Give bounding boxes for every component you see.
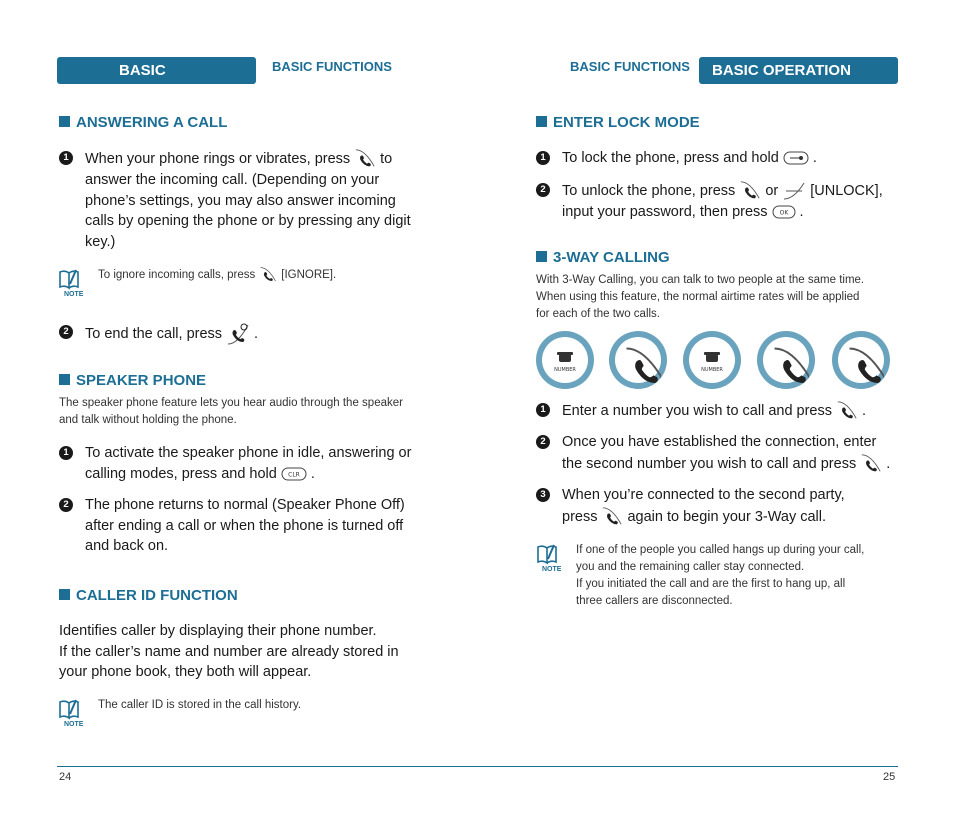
three-way-step-1: 1 Enter a number you wish to call and press . (536, 400, 906, 424)
step-number: 1 (59, 151, 73, 165)
square-bullet-icon (536, 251, 547, 262)
send-key-icon (615, 337, 661, 383)
number-key-icon (689, 337, 735, 383)
speaker-key-icon (281, 467, 307, 481)
send-key-circle (609, 331, 667, 389)
answering-step-2: 2 To end the call, press . (59, 322, 439, 346)
note-answering: To ignore incoming calls, press [IGNORE]. (98, 266, 336, 284)
lock-step-1: 1 To lock the phone, press and hold . (536, 148, 906, 172)
ok-key-icon (772, 205, 796, 219)
lock-step-2: 2 To unlock the phone, press or [UNLOCK], input your password, then press OK . (536, 180, 906, 224)
page-number-right: 25 (883, 771, 896, 783)
step-number: 2 (536, 435, 550, 449)
speaker-step-2: 2 The phone returns to normal (Speaker Phone Off) after ending a call or when the phone is turned off and back on. (59, 495, 439, 559)
step-number: 3 (536, 488, 550, 502)
note-label: NOTE (64, 291, 84, 298)
number-key-icon (542, 337, 588, 383)
svg-text:NUMBER: NUMBER (554, 367, 576, 373)
section-title-speaker: SPEAKER PHONE (59, 372, 206, 390)
svg-text:CLR: CLR (287, 471, 300, 479)
send-key-icon (259, 266, 277, 284)
number-key-circle (683, 331, 741, 389)
three-way-intro: With 3-Way Calling, you can talk to two people at the same time. When using this feature, the normal airtime rates will be applied for each of the two calls. (536, 274, 865, 320)
note-three-way: If one of the people you called hangs up during your call, you and the remaining caller stay connected. If you initiated the call and are the first to hang up, all three callers are disconnected. (576, 544, 865, 607)
header-pill-left: BASIC OPERATION (57, 57, 256, 84)
section-title-caller-id: CALLER ID FUNCTION (59, 587, 238, 605)
note-caller-id: The caller ID is stored in the call history. (98, 699, 302, 711)
lock-key-icon (783, 151, 809, 165)
section-title-three-way: 3-WAY CALLING (536, 249, 670, 267)
step-number: 1 (59, 446, 73, 460)
send-key-icon (601, 506, 623, 528)
step-number: 2 (59, 325, 73, 339)
three-way-step-2: 2 Once you have established the connection, enter the second number you wish to call and press . (536, 432, 906, 476)
step-number: 1 (536, 151, 550, 165)
section-title-answering: ANSWERING A CALL (59, 114, 227, 132)
send-key-icon (860, 453, 882, 475)
footer-rule-right (477, 766, 898, 767)
svg-text:NUMBER: NUMBER (701, 367, 723, 373)
end-key-icon (226, 322, 250, 346)
square-bullet-icon (536, 116, 547, 127)
send-key-icon (354, 148, 376, 170)
note-label: NOTE (64, 721, 84, 728)
square-bullet-icon (59, 116, 70, 127)
svg-text:OK: OK (779, 209, 788, 217)
softkey-icon (782, 181, 806, 201)
send-key-icon (838, 337, 884, 383)
step-number: 1 (536, 403, 550, 417)
speaker-step-1: 1 To activate the speaker phone in idle, answering or calling modes, press and hold CLR . (59, 443, 439, 487)
step-number: 2 (536, 183, 550, 197)
send-key-icon (836, 400, 858, 422)
number-key-circle (536, 331, 594, 389)
speaker-intro: The speaker phone feature lets you hear audio through the speaker and talk without holding the phone. (59, 397, 403, 426)
send-key-circle (757, 331, 815, 389)
note-label: NOTE (542, 566, 562, 573)
square-bullet-icon (59, 589, 70, 600)
square-bullet-icon (59, 374, 70, 385)
send-key-circle (832, 331, 890, 389)
header-pill-right: BASIC OPERATION (699, 57, 898, 84)
page-number-left: 24 (59, 771, 72, 783)
footer-rule-left (57, 766, 477, 767)
caller-id-body: Identifies caller by displaying their phone number. If the caller’s name and number are already stored in your phone book, they both will appear. (59, 623, 399, 681)
header-section-left: BASIC FUNCTIONS (272, 59, 392, 74)
answering-step-1: 1 When your phone rings or vibrates, press to answer the incoming call. (Depending on your phone’s settings, you may also answer incoming calls by opening the phone or by pressing any digit key.) (59, 148, 439, 258)
header-section-right: BASIC FUNCTIONS (570, 59, 690, 74)
three-way-step-3: 3 When you’re connected to the second party, press again to begin your 3-Way call. (536, 485, 906, 529)
section-title-lock: ENTER LOCK MODE (536, 114, 700, 132)
send-key-icon (739, 180, 761, 202)
step-number: 2 (59, 498, 73, 512)
send-key-icon (763, 337, 809, 383)
